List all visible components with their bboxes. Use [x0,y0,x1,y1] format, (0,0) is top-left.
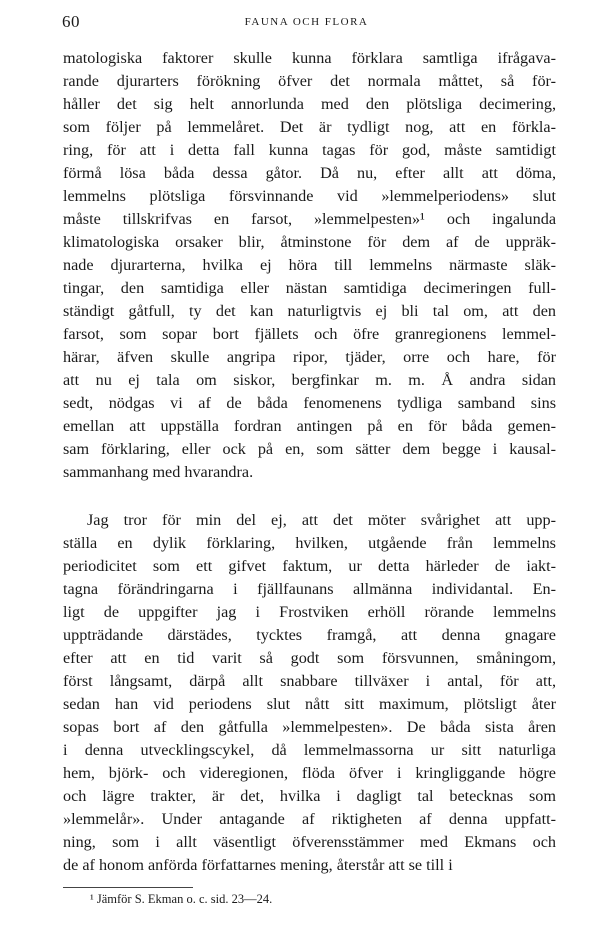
paragraph-1 [63,47,556,484]
text-line: förmå lösa båda dessa gåtor. Då nu, efter allt att döma, [63,164,556,182]
text-line: periodicitet som ett gifvet faktum, ur detta härleder de iakt- [63,557,556,575]
running-title: FAUNA OCH FLORA [244,16,369,28]
text-line: ring, för att i detta fall kunna tagas för god, måste samtidigt [63,141,556,159]
text-line: tingar, den samtidiga eller nästan samtidiga decimeringen full- [63,279,556,297]
text-line: tagna förändringarna i fjällfaunans allmänna individantal. En- [63,580,556,598]
text-line: och lägre trakter, är det, hvilka i dagligt tal betecknas som [63,787,556,805]
paragraph-2 [63,509,556,877]
footnote: ¹ Jämför S. Ekman o. c. sid. 23—24. [90,892,273,906]
page-number: 60 [62,12,80,31]
text-line: sopas bort af den gåtfulla »lemmelpesten». De båda sista åren [63,718,556,736]
text-line: ligt de uppgifter jag i Frostviken erhöll rörande lemmelns [63,603,556,621]
text-line: i denna utvecklingscykel, då lemmelmassorna ur sitt naturliga [63,741,556,759]
text-line: måste tillskrifvas en farsot, »lemmelpesten»¹ och ingalunda [63,210,556,228]
text-line: lemmelns plötsliga försvinnande vid »lemmelperiodens» slut [63,187,556,205]
text-line: farsot, som sopar bort fjällets och öfre granregionens lemmel- [63,325,556,343]
text-line: håller det sig helt annorlunda med den plötsliga decimering, [63,95,556,113]
text-line: först långsamt, därpå allt snabbare tillväxer i antal, för att, [63,672,556,690]
text-line: sedt, nödgas vi af de båda fenomenens tydliga samband sins [63,394,556,412]
text-line: de af honom anförda författarnes mening, återstår att se till i [63,856,453,874]
text-line: härar, äfven skulle angripa ripor, tjäder, orre och hare, för [63,348,556,366]
text-line: matologiska faktorer skulle kunna förklara samtliga ifrågava- [63,49,556,67]
text-line: sammanhang med hvarandra. [63,463,254,481]
text-line: emellan att uppställa fordran antingen på en för båda gemen- [63,417,556,435]
text-line: uppträdande därstädes, tycktes framgå, att denna gnagare [63,626,556,644]
text-line: Jag tror för min del ej, att det möter svårighet att upp- [87,511,556,529]
text-line: hem, björk- och videregionen, flöda öfver i kringliggande högre [63,764,556,782]
text-line: sedan han vid periodens slut nått sitt maximum, plötsligt åter [63,695,556,713]
text-line: ning, som i allt väsentligt öfverensstämmer med Ekmans och [63,833,556,851]
text-line: »lemmelår». Under antagande af riktigheten af denna uppfatt- [63,810,556,828]
text-line: ställa en dylik förklaring, hvilken, utgående från lemmelns [63,534,556,552]
text-line: ständigt gåtfull, ty det kan naturligtvis ej bli tal om, att den [63,302,556,320]
text-line: som följer på lemmelåret. Det är tydligt nog, att en förkla- [63,118,556,136]
text-line: nade djurarterna, hvilka ej höra till lemmelns närmaste släk- [63,256,556,274]
text-line: efter att en tid varit så godt som försvunnen, småningom, [63,649,556,667]
text-line: sam förklaring, eller ock på en, som sätter dem begge i kausal- [63,440,556,458]
text-line: rande djurarters förökning öfver det normala måttet, så för- [63,72,556,90]
footnote-rule [63,887,193,888]
text-line: klimatologiska orsaker blir, åtminstone för dem af de uppräk- [63,233,556,251]
text-line: att nu ej tala om siskor, bergfinkar m. m. Å andra sidan [63,371,556,389]
